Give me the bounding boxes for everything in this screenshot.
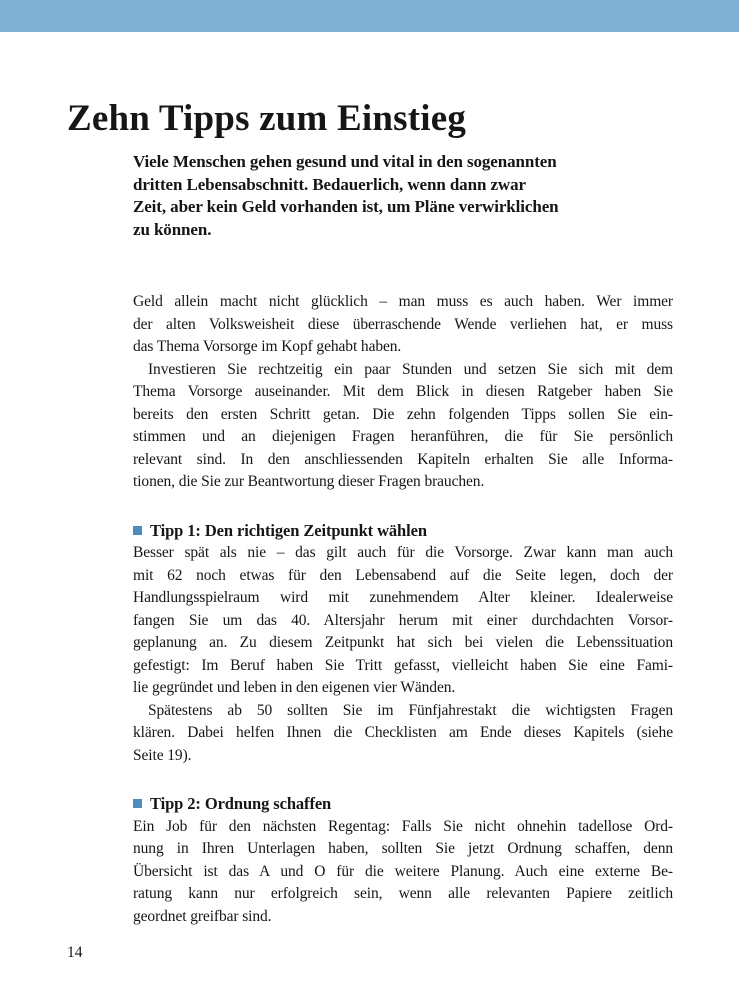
tip-heading-label: Tipp 2: Ordnung schaffen <box>150 794 332 813</box>
text-line: geplanung an. Zu diesem Zeitpunkt hat sich bei vielen die Lebenssituation <box>133 634 673 651</box>
text-line: gefestigt: Im Beruf haben Sie Tritt gefasst, vielleicht haben Sie eine Fami- <box>133 656 673 674</box>
text-line: stimmen und an diejenigen Fragen heranführen, die für Sie persönlich <box>133 428 673 445</box>
tip-heading <box>133 520 673 543</box>
page-number: 14 <box>67 944 83 961</box>
header-accent-bar <box>0 0 739 32</box>
chapter-title: Zehn Tipps zum Einstieg <box>67 97 467 139</box>
lead-line: Zeit, aber kein Geld vorhanden ist, um Pläne verwirklichen <box>133 197 559 216</box>
tip-bullet-square-icon <box>133 799 142 808</box>
tip-heading <box>133 793 673 816</box>
text-line: lie gegründet und leben in den eigenen vier Wänden. <box>133 679 456 696</box>
paragraph <box>133 542 673 700</box>
text-line: Thema Vorsorge auseinander. Mit dem Blick in diesen Ratgeber haben Sie <box>133 383 673 400</box>
tip-bullet-square-icon <box>133 526 142 535</box>
tip-heading-label: Tipp 1: Den richtigen Zeitpunkt wählen <box>150 520 427 540</box>
text-line: klären. Dabei helfen Ihnen die Checklisten am Ende dieses Kapitels (siehe <box>133 724 673 741</box>
text-line: mit 62 noch etwas für den Lebensabend auf die Seite legen, doch der <box>133 566 673 584</box>
text-line: Ein Job für den nächsten Regentag: Falls Sie nicht ohnehin tadellose Ord- <box>133 817 673 835</box>
text-line: Übersicht ist das A und O für die weitere Planung. Auch eine externe Be- <box>133 862 673 880</box>
text-line: bereits den ersten Schritt getan. Die zehn folgenden Tipps sollen Sie ein- <box>133 405 673 423</box>
text-line: Spätestens ab 50 sollten Sie im Fünfjahrestakt die wichtigsten Fragen <box>148 701 673 719</box>
text-line: geordnet greifbar sind. <box>133 907 272 925</box>
lead-line: Viele Menschen gehen gesund und vital in den sogenannten <box>133 152 557 171</box>
text-line: ratung kann nur erfolgreich sein, wenn alle relevanten Papiere zeitlich <box>133 885 673 902</box>
text-line: tionen, die Sie zur Beantwortung dieser Fragen brauchen. <box>133 473 485 490</box>
lead-line: dritten Lebensabschnitt. Bedauerlich, wenn dann zwar <box>133 174 526 194</box>
text-line: nung in Ihren Unterlagen haben, sollten Sie jetzt Ordnung schaffen, denn <box>133 840 673 857</box>
text-line: das Thema Vorsorge im Kopf gehabt haben. <box>133 338 402 355</box>
text-line: fangen Sie um das 40. Altersjahr herum mit einer durchdachten Vorsor- <box>133 611 673 629</box>
paragraph <box>133 359 673 494</box>
text-line: Geld allein macht nicht glücklich – man muss es auch haben. Wer immer <box>133 293 673 310</box>
text-line: Handlungsspielraum wird mit zunehmendem Alter kleiner. Idealerweise <box>133 589 673 606</box>
paragraph <box>133 700 673 768</box>
text-line: Investieren Sie rechtzeitig ein paar Stunden und setzen Sie sich mit dem <box>148 360 673 378</box>
lead-line: zu können. <box>133 219 212 239</box>
paragraph <box>133 291 673 359</box>
content-blocks <box>133 291 673 928</box>
paragraph <box>133 816 673 929</box>
text-line: der alten Volksweisheit diese überraschende Wende verliehen hat, er muss <box>133 315 673 333</box>
lead-paragraph <box>133 151 663 241</box>
text-line: relevant sind. In den anschliessenden Kapiteln erhalten Sie alle Informa- <box>133 450 673 468</box>
text-line: Besser spät als nie – das gilt auch für die Vorsorge. Zwar kann man auch <box>133 544 673 561</box>
text-line: Seite 19). <box>133 746 192 764</box>
